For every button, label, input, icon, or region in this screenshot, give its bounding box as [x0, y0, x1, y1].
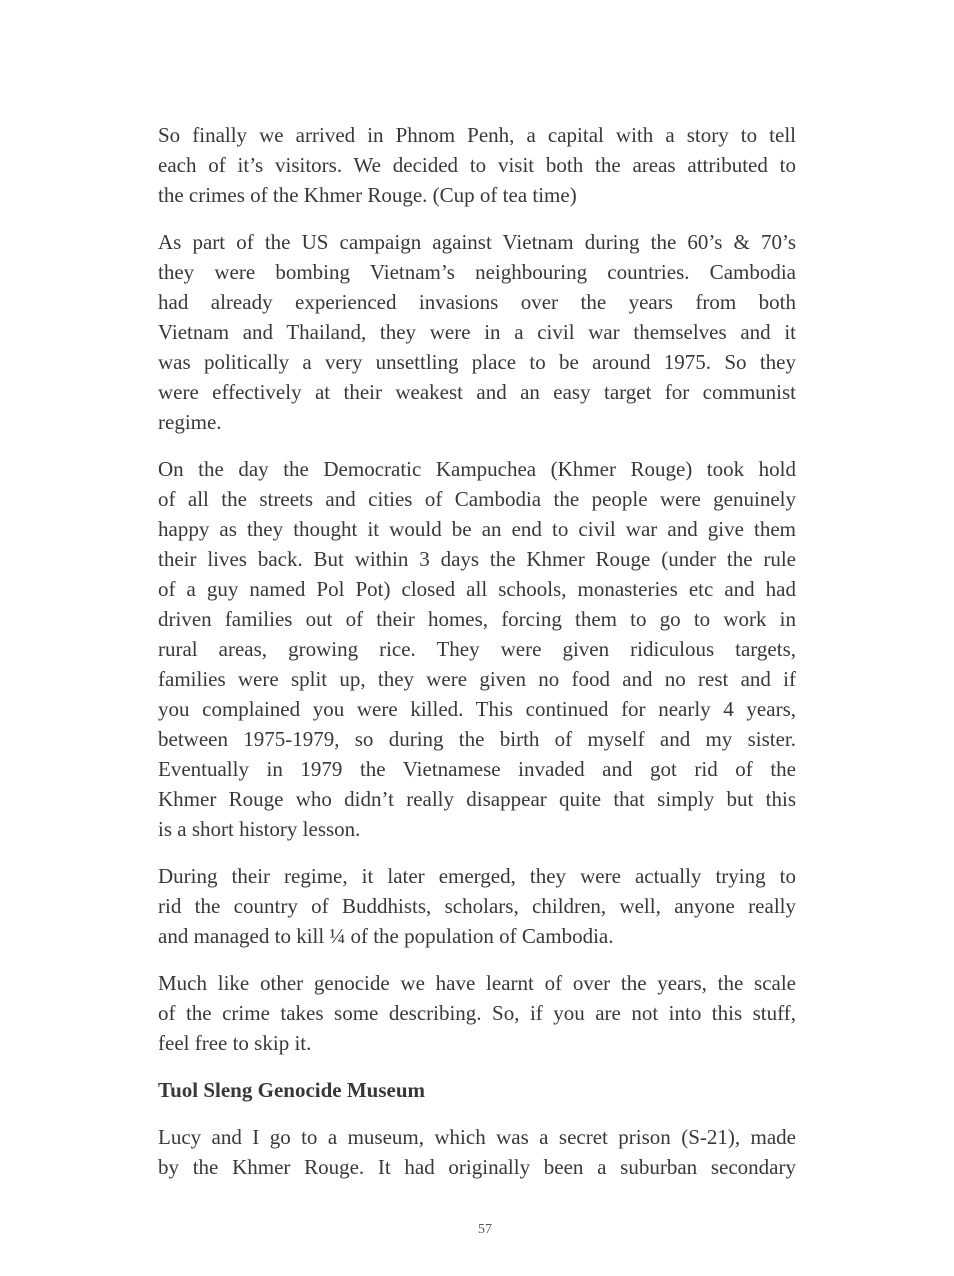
text-line: is a short history lesson. [158, 817, 361, 841]
text-line: So finally we arrived in Phnom Penh, a capital with a story to tell [158, 123, 796, 147]
paragraph [158, 227, 796, 437]
text-line: their lives back. But within 3 days the Khmer Rouge (under the rule [158, 547, 796, 571]
paragraph [158, 120, 796, 210]
text-line: During their regime, it later emerged, they were actually trying to [158, 864, 796, 888]
text-line: of a guy named Pol Pot) closed all schools, monasteries etc and had [158, 577, 796, 601]
page-number: 57 [478, 1222, 492, 1237]
text-line: On the day the Democratic Kampuchea (Khmer Rouge) took hold [158, 457, 796, 481]
text-line: families were split up, they were given no food and no rest and if [158, 667, 796, 691]
paragraph [158, 861, 796, 951]
text-line: of all the streets and cities of Cambodia the people were genuinely [158, 487, 796, 511]
text-line: were effectively at their weakest and an easy target for communist [158, 380, 796, 404]
text-line: each of it’s visitors. We decided to visit both the areas attributed to [158, 153, 796, 177]
text-line: the crimes of the Khmer Rouge. (Cup of tea time) [158, 183, 577, 207]
text-line: feel free to skip it. [158, 1031, 312, 1055]
text-line: happy as they thought it would be an end to civil war and give them [158, 517, 796, 541]
text-line: and managed to kill ¼ of the population of Cambodia. [158, 924, 614, 948]
text-line: Lucy and I go to a museum, which was a secret prison (S-21), made [158, 1125, 796, 1149]
text-line: Khmer Rouge who didn’t really disappear quite that simply but this [158, 787, 796, 811]
text-line: between 1975-1979, so during the birth of myself and my sister. [158, 727, 796, 751]
text-line: rural areas, growing rice. They were given ridiculous targets, [158, 637, 796, 661]
text-line: by the Khmer Rouge. It had originally been a suburban secondary [158, 1155, 796, 1179]
text-line: of the crime takes some describing. So, if you are not into this stuff, [158, 1001, 796, 1025]
text-line: was politically a very unsettling place to be around 1975. So they [158, 350, 796, 374]
text-line: they were bombing Vietnam’s neighbouring countries. Cambodia [158, 260, 796, 284]
text-line: driven families out of their homes, forcing them to go to work in [158, 607, 796, 631]
text-line: rid the country of Buddhists, scholars, children, well, anyone really [158, 894, 796, 918]
paragraph [158, 968, 796, 1058]
text-line: regime. [158, 410, 222, 434]
page-body [158, 120, 796, 1199]
section-heading: Tuol Sleng Genocide Museum [158, 1078, 426, 1102]
text-line: you complained you were killed. This continued for nearly 4 years, [158, 697, 796, 721]
text-line: Eventually in 1979 the Vietnamese invaded and got rid of the [158, 757, 796, 781]
paragraph [158, 1122, 796, 1182]
text-line: Much like other genocide we have learnt of over the years, the scale [158, 971, 796, 995]
paragraph [158, 454, 796, 844]
text-line: had already experienced invasions over the years from both [158, 290, 796, 314]
paragraphs [158, 120, 796, 1058]
text-line: As part of the US campaign against Vietnam during the 60’s & 70’s [158, 230, 796, 254]
text-line: Vietnam and Thailand, they were in a civil war themselves and it [158, 320, 796, 344]
